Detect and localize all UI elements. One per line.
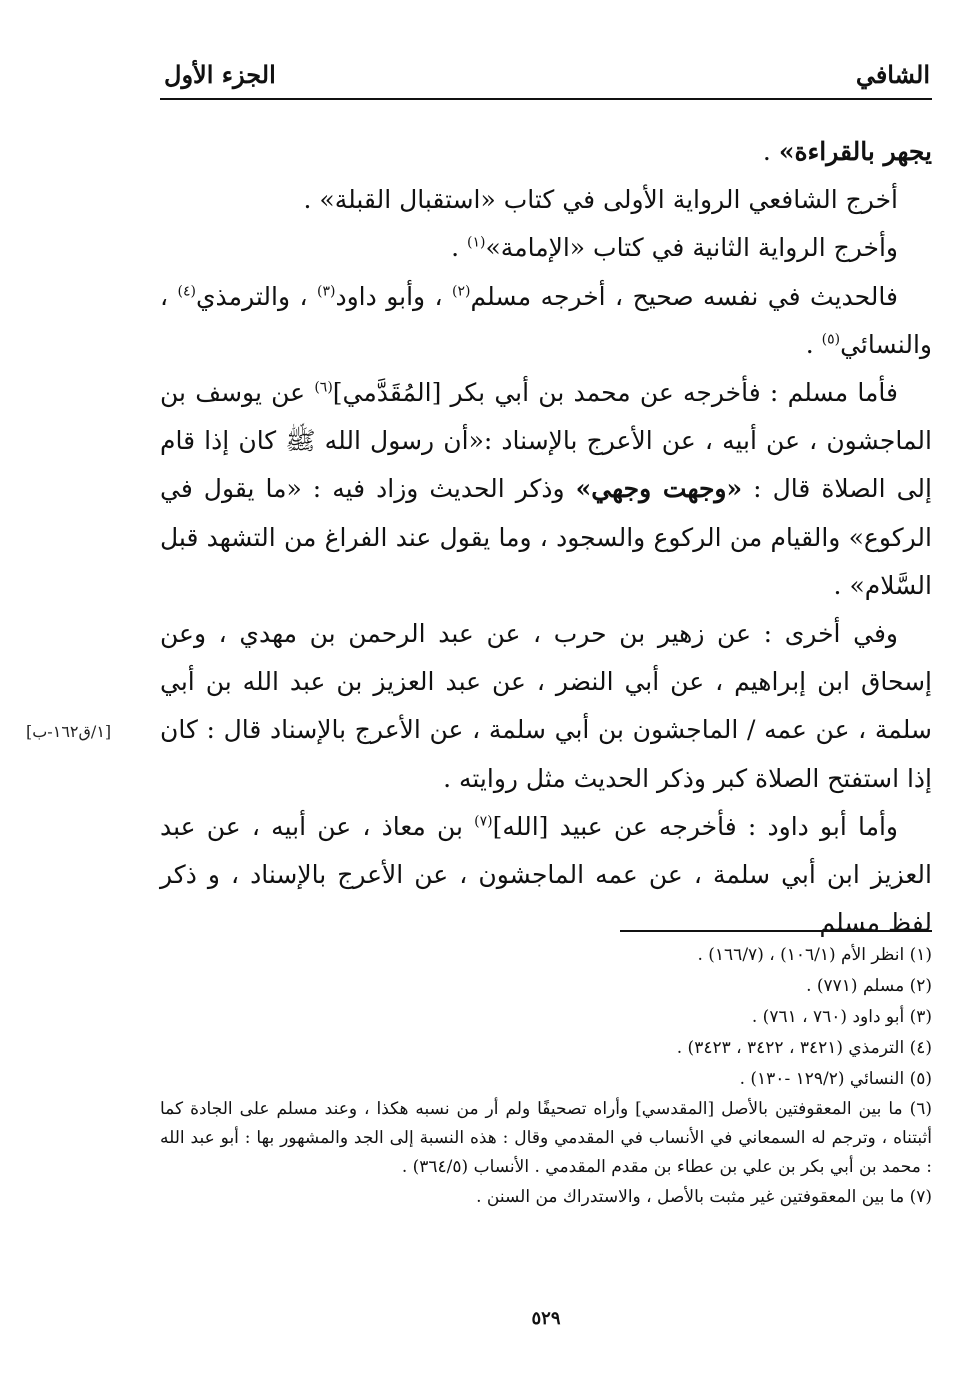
main-text bbox=[160, 128, 932, 947]
paragraph-7 bbox=[160, 803, 932, 948]
paragraph-2: أخرج الشافعي الرواية الأولى في كتاب «استقبال القبلة» . bbox=[303, 185, 898, 215]
footnote-7: (٧) ما بين المعقوفتين غير مثبت بالأصل ، والاستدراك من السنن . bbox=[476, 1187, 932, 1207]
footnotes bbox=[160, 940, 932, 1213]
footnote-3: (٣) أبو داود (٧٦٠ ، ٧٦١) . bbox=[751, 1007, 932, 1027]
footnote-ref-5: (٥) bbox=[821, 331, 841, 348]
paragraph-3 bbox=[160, 224, 932, 272]
footnote-6: (٦) ما بين المعقوفتين بالأصل [المقدسي] وأراه تصحيفًا ولم أر من نسبه هكذا ، وعند مسلم على الجادة كما أثبتناه ، وترجم له السمعاني في الأنساب في المقدمي وقال : هذه النسبة إلى الجد والمشهور بها : أبو عبد الله : محمد بن أبي بكر بن علي بن عطاء بن مقدم المقدمي . الأنساب (٣٦٤/٥) . bbox=[160, 1099, 932, 1177]
footnote-5: (٥) النسائي (١٢٩/٢ -١٣٠) . bbox=[739, 1069, 932, 1089]
paragraph-5-c: وذكر الحديث وزاد فيه : «ما يقول في الركوع» والقيام من الركوع والسجود ، وما يقول عند الفراغ من التشهد قبل السَّلام» . bbox=[160, 474, 932, 600]
footnote-ref-1: (١) bbox=[467, 235, 486, 252]
footnote-ref-6: (٦) bbox=[314, 379, 333, 396]
paragraph-6: وفي أخرى : عن زهير بن حرب ، عن عبد الرحمن بن مهدي ، وعن إسحاق ابن إبراهيم ، عن أبي النضر ، عن عبد العزيز بن عبد الله بن أبي سلمة ، عن عمه / الماجشون بن أبي سلمة ، عن الأعرج بالإسناد قال : كان إذا استفتح الصلاة كبر وذكر الحديث مثل روايته . bbox=[160, 619, 932, 793]
footnote-4: (٤) الترمذي (٣٤٢١ ، ٣٤٢٢ ، ٣٤٢٣) . bbox=[676, 1038, 932, 1058]
manuscript-folio-note: [١/ق١٦٢-ب] bbox=[26, 722, 112, 741]
paragraph-7-a: وأما أبو داود : فأخرجه عن عبيد [الله] bbox=[492, 811, 899, 841]
book-page bbox=[160, 52, 932, 1342]
paragraph-4 bbox=[160, 273, 932, 369]
paragraph-5-b: عن يوسف بن الماجشون ، عن أبيه ، عن الأعرج بالإسناد :«أن رسول الله ﷺ كان إذا قام إلى الصلاة قال : bbox=[160, 378, 932, 504]
footnote-ref-7: (٧) bbox=[474, 813, 493, 830]
paragraph-4-c: ، والترمذي bbox=[195, 281, 317, 311]
paragraph-4-e: . bbox=[805, 329, 822, 359]
part-label: الجزء الأول bbox=[164, 60, 276, 89]
quote-end-bold: يجهر بالقراءة» bbox=[778, 137, 932, 166]
paragraph-5-a: فأما مسلم : فأخرجه عن محمد بن أبي بكر [المُقَدَّمي] bbox=[332, 378, 898, 408]
paragraph-4-d: ، والنسائي bbox=[160, 281, 932, 359]
paragraph-7-b: بن معاذ ، عن أبيه ، عن عبد العزيز ابن أبي سلمة ، عن عمه الماجشون ، عن الأعرج بالإسناد ، و ذكر لفظ مسلم bbox=[160, 811, 932, 938]
paragraph-3-tail: . bbox=[451, 233, 468, 263]
footnote-2: (٢) مسلم (٧٧١) . bbox=[806, 976, 932, 996]
footnote-ref-4: (٤) bbox=[177, 283, 196, 300]
footnote-ref-3: (٣) bbox=[317, 283, 336, 300]
quoted-phrase-bold: «وجهت وجهي» bbox=[575, 474, 743, 504]
paragraph-4-b: ، وأبو داود bbox=[335, 281, 453, 311]
paragraph-1 bbox=[160, 128, 932, 176]
book-title: الشافي bbox=[855, 60, 930, 89]
paragraph-3-text: وأخرج الرواية الثانية في كتاب «الإمامة» bbox=[485, 233, 898, 263]
running-header bbox=[160, 52, 932, 100]
footnote-ref-2: (٢) bbox=[452, 283, 471, 300]
footnote-1: (١) انظر الأم (١٠٦/١) ، (١٦٦/٧) . bbox=[697, 945, 932, 965]
footnote-separator bbox=[620, 930, 932, 932]
paragraph-1-tail: . bbox=[762, 137, 779, 166]
header-rule bbox=[160, 98, 932, 100]
paragraph-5 bbox=[160, 369, 932, 610]
page-number: ٥٢٩ bbox=[531, 1308, 561, 1329]
paragraph-4-a: فالحديث في نفسه صحيح ، أخرجه مسلم bbox=[470, 281, 898, 311]
